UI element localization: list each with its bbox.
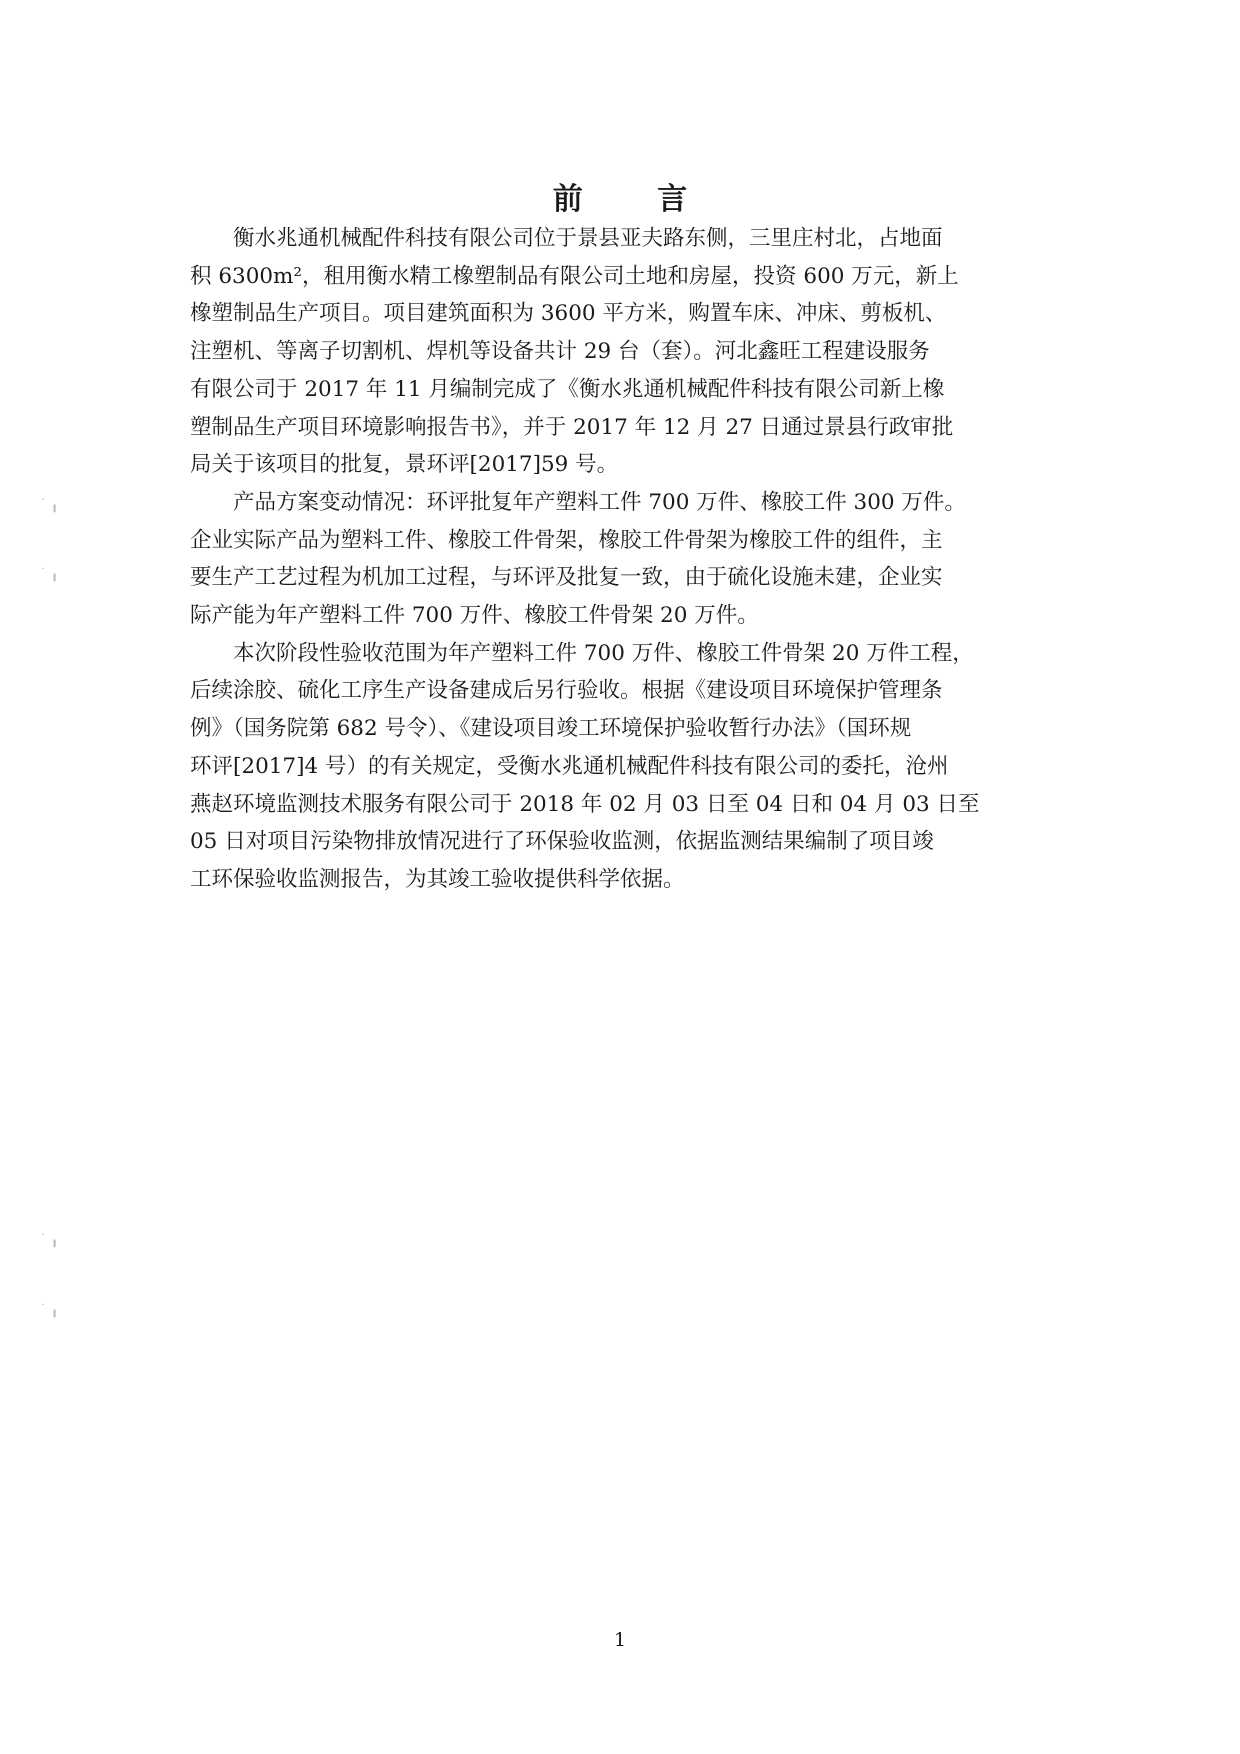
document-body [190, 220, 1042, 899]
paragraph-project-overview: 衡水兆通机械配件科技有限公司位于景县亚夫路东侧，三里庄村北，占地面 积 6300m²，租用衡水精工橡塑制品有限公司土地和房屋，投资 600 万元，新上 橡塑制品生产项目。项目建筑面积为 3600 平方米，购置车床、冲床、剪板机、 注塑机、等离子切割机、焊机等设备共计 29 台（套）。河北鑫旺工程建设服务 有限公司于 2017 年 11 月编制完成了《衡水兆通机械配件科技有限公司新上橡 塑制品生产项目环境影响报告书》，并于 2017 年 12 月 27 日通过景县行政审批 局关于该项目的批复，景环评[2017]59 号。 [190, 226, 959, 478]
scan-artifact: ˙ ╻ [40, 1303, 59, 1318]
paragraph-acceptance-scope: 本次阶段性验收范围为年产塑料工件 700 万件、橡胶工件骨架 20 万件工程， 后续涂胶、硫化工序生产设备建成后另行验收。根据《建设项目环境保护管理条 例》（国务院第 682 号令）、《建设项目竣工环境保护验收暂行办法》（国环规 环评[2017]4 号）的有关规定，受衡水兆通机械配件科技有限公司的委托，沧州 燕赵环境监测技术服务有限公司于 2018 年 02 月 03 日至 04 日和 04 月 03 日至 05 日对项目污染物排放情况进行了环保验收监测，依据监测结果编制了项目竣 工环保验收监测报告，为其竣工验收提供科学依据。 [190, 640, 980, 892]
scan-artifact: ˙ ╻ [40, 498, 59, 513]
scan-artifact: ˙ ╻ [40, 1233, 59, 1248]
document-title: 前 言 [552, 182, 720, 218]
paragraph-product-changes: 产品方案变动情况：环评批复年产塑料工件 700 万件、橡胶工件 300 万件。 企业实际产品为塑料工件、橡胶工件骨架，橡胶工件骨架为橡胶工件的组件，主 要生产工艺过程为机加工过程，与环评及批复一致，由于硫化设施未建，企业实 际产能为年产塑料工件 700 万件、橡胶工件骨架 20 万件。 [190, 489, 966, 629]
scan-artifact: ˙ ╻ [40, 567, 59, 582]
page-number: 1 [613, 1629, 627, 1651]
